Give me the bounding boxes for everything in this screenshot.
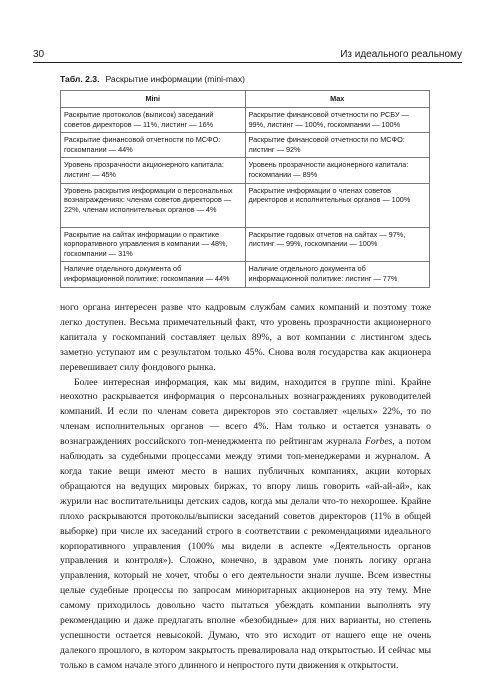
table-caption [60,74,245,84]
table-cell-mini: Наличие отдельного документа об информационной политике: госкомпании — 44% [61,262,246,287]
paragraph-text: Более интересная информация, как мы видим, находится в группе mini. Крайне неохотно раскрывается информация о персональных вознаграждениях руководителей компаний. И если по членам совета директоров это составляет «целых» 22%, то по членам исполнительных органов — всего 4%. Нам только и остается узнавать о вознаграждениях российского топ-менеджмента по рейтингам журнала [60,376,431,448]
table-cell-mini: Раскрытие на сайтах информации о практике корпоративного управления в компании — 48%, госкомпании — 31% [61,227,246,262]
table-cell-max: Наличие отдельного документа об информационной политике: листинг — 77% [245,262,430,287]
table-cell-mini: Уровень раскрытия информации о персональных вознаграждениях: членам советов директоров — 22%, членам исполнительных органов — 4% [61,183,246,227]
table-row [61,262,430,287]
table-caption-title: Раскрытие информации (mini-max) [105,74,245,84]
table-cell-max: Раскрытие информации о членах советов директоров и исполнительных органов — 100% [245,183,430,227]
table-header-row [61,91,430,108]
table-row [61,133,430,158]
column-header-mini: Mini [61,91,246,108]
column-header-max: Max [245,91,430,108]
magazine-name: Forbes [364,436,393,448]
page-header [33,42,462,63]
paragraph-text: , а потом наблюдать за судебными процессами между этими топ-менеджерами и журналом. А когда такие вещи имеют место в наших публичных компаниях, акции которых обращаются на ведущих мировых биржах, то впору лишь говорить «ай-ай-ай», как журили нас воспитательницы детских садов, когда мы делали что-то нехорошее. Крайне плохо раскрываются протоколы/выписки заседаний советов директоров (11% в общей выборке) при числе их заседаний строго в соответствии с рекомендациями идеального корпоративного управления (100% мы видели в аспекте «Деятельность органов управления и контроля»). Сложно, конечно, в здравом уме понять логику органа управления, который не хочет, чтобы о его деятельности знали лучше. Всем известны целые судебные процессы по запросам миноритарных акционеров на эту тему. Мне самому приходилось довольно часто пытаться убеждать компании выполнять эту рекомендацию и даже предлагать вполне «безобидные» для них варианты, но степень успешности остается невысокой. Думаю, что это исходит от нашего еще не очень далекого прошлого, в котором закрытость превалировала над открытостью. И сейчас мы только в самом начале этого длинного и непростого пути движения к открытости. [60,436,431,671]
paragraph-mini-disclosure [60,376,431,674]
table-cell-max: Уровень прозрачности акционерного капитала: госкомпании — 89% [245,158,430,183]
table-cell-max: Раскрытие финансовой отчетности по МСФО: листинг — 92% [245,133,430,158]
table-cell-mini: Уровень прозрачности акционерного капитала: листинг — 45% [61,158,246,183]
table-caption-label: Табл. 2.3. [60,74,100,84]
body-text [60,301,431,674]
paragraph-continued: ного органа интересен разве что кадровым службам самих компаний и поэтому тоже легко доступен. Весьма примечательный факт, что уровень прозрачности акционерного капитала у госкомпаний составляет целых 89%, а вот компании с листингом здесь заметно уступают им с результатом только 45%. Снова воля государства как акционера перевешивает силу фондового рынка. [60,302,431,373]
table-row [61,108,430,133]
table-row [61,158,430,183]
disclosure-table [60,90,430,288]
table-cell-max: Раскрытие финансовой отчетности по РСБУ — 99%, листинг — 100%, госкомпании — 100% [245,108,430,133]
page-number: 30 [33,49,45,60]
table-cell-max: Раскрытие годовых отчетов на сайтах — 97%, листинг — 99%, госкомпании — 100% [245,227,430,262]
table-cell-mini: Раскрытие протоколов (выписок) заседаний советов директоров — 11%, листинг — 16% [61,108,246,133]
table-row [61,227,430,262]
running-title: Из идеального реальному [340,49,462,60]
table-cell-mini: Раскрытие финансовой отчетности по МСФО: госкомпании — 44% [61,133,246,158]
table-row [61,183,430,227]
